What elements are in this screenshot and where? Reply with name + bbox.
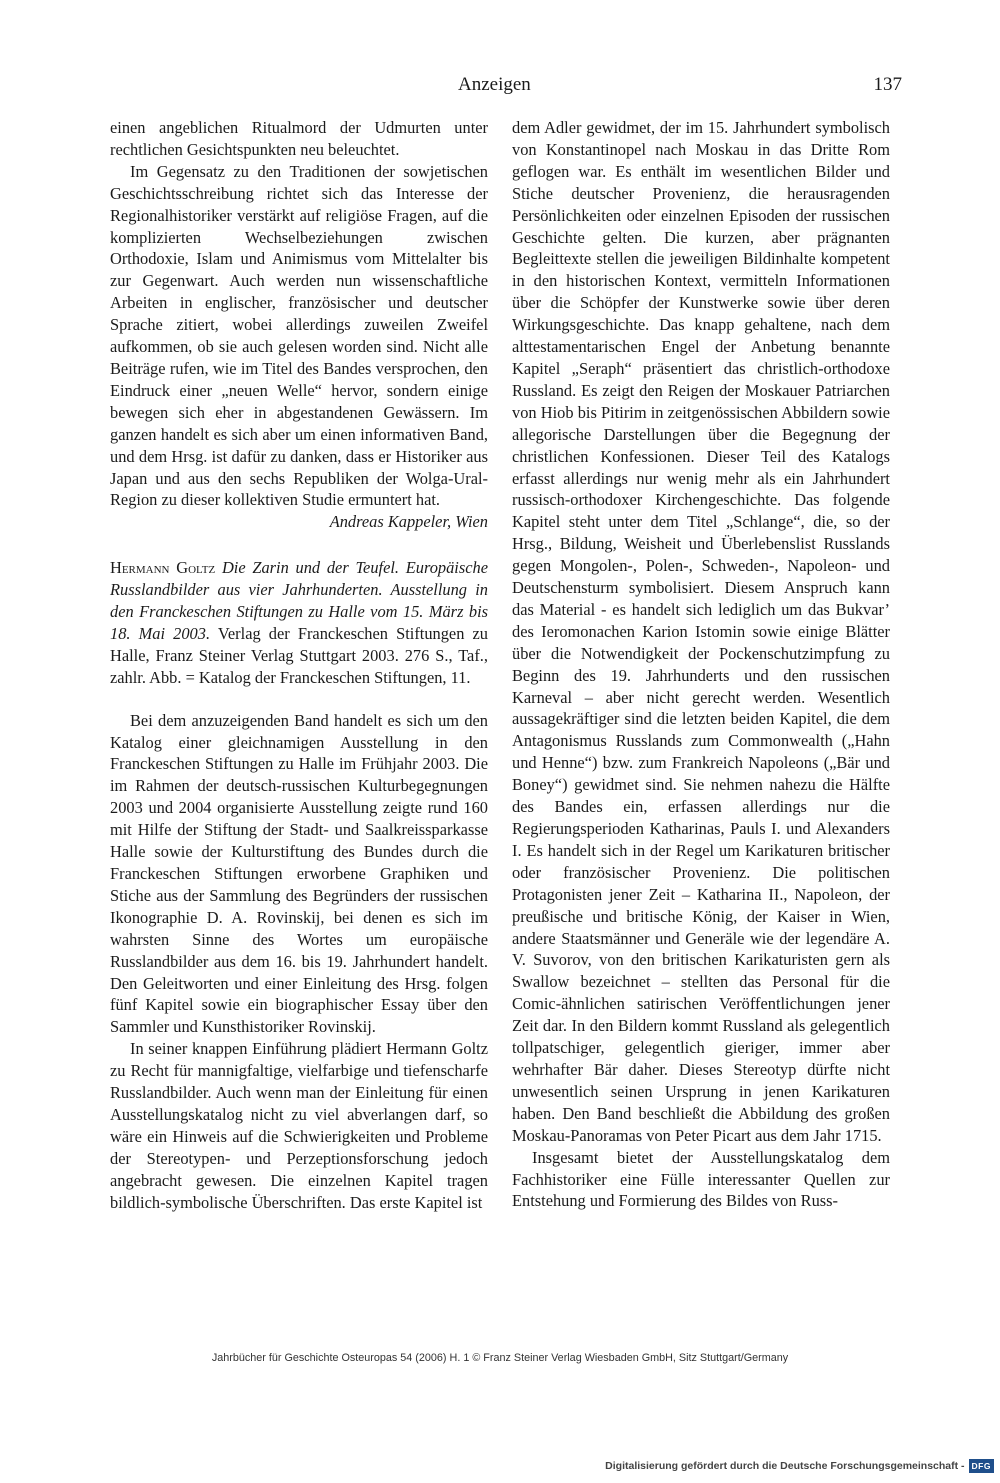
paragraph: einen angeblichen Ritualmord der Udmurten unter rechtlichen Gesichtspunkten neu beleuchtet. <box>110 118 488 159</box>
paragraph: Im Gegensatz zu den Traditionen der sowjetischen Geschichtsschreibung richtet sich das Interesse der Regionalhistoriker verstärkt auf religiöse Fragen, auf die komplizierten Wechselbeziehungen zwischen Orthodoxie, Islam und Animismus vom Mittelalter bis zur Gegenwart. Auch werden nun wissenschaftliche Arbeiten in englischer, französischer und deutscher Sprache zitiert, wobei allerdings zuweilen Zweifel aufkommen, ob sie auch gelesen worden sind. Nicht alle Beiträge rufen, wie im Titel des Bandes versprochen, den Eindruck einer „neuen Welle“ hervor, sondern einige bewegen sich eher in abgestandenen Gewässern. Im ganzen handelt es sich aber um einen informativen Band, und dem Hrsg. ist dafür zu danken, dass er Historiker aus Japan und aus den sechs Republiken der Wolga-Ural-Region zu dieser kollektiven Studie ermuntert hat. <box>110 161 488 510</box>
digitization-notice-text: Digitalisierung gefördert durch die Deutsche Forschungsgemeinschaft - <box>605 1460 965 1472</box>
page-header <box>0 74 1000 102</box>
review-author: Hermann Goltz <box>110 558 216 578</box>
paragraph: dem Adler gewidmet, der im 15. Jahrhundert symbolisch von Konstantinopel nach Moskau in das Dritte Rom geflogen war. Es enthält im wesentlichen Bilder und Stiche deutscher Provenienz, die herausragenden Persönlichkeiten oder einzelnen Episoden der russischen Geschichte gelten. Die kurzen, aber prägnanten Begleittexte stellen die jeweiligen Bildinhalte kompetent in den historischen Kontext, vermitteln Informationen über die Schöpfer der Kunstwerke sowie über deren Wirkungsgeschichte. Das knapp gehaltene, nach dem alttestamentarischen Engel der Anbetung benannte Kapitel „Seraph“ präsentiert das christlich-orthodoxe Russland. Es zeigt den Reigen der Moskauer Patriarchen von Hiob bis Pitirim in zeitgenössischen Abbildern sowie allegorische Darstellungen über die Begegnung der christlichen Konfessionen. Dieser Teil des Katalogs erfasst allerdings nur wenig mehr als ein Jahrhundert russisch-orthodoxer Kirchengeschichte. Das folgende Kapitel steht unter dem Titel „Schlange“, die, so der Hrsg., Bildung, Weisheit und Überlebenslist Russlands gegen Mongolen-, Polen-, Schweden-, Napoleon- und Deutschensturm symbolisiert. Diesem Anspruch kann das Material - es handelt sich lediglich um das Bukvar’ des Ieromonachen Karion Istomin sowie einige Blätter über die Notwendigkeit der Pockenschutzimpfung zu Beginn des 19. Jahrhunderts und den russischen Karneval – aber nicht gerecht werden. Wesentlich aussagekräftiger sind die letzten beiden Kapitel, die dem Antagonismus Russlands zum Commonwealth („Hahn und Henne“) bzw. zum Frankreich Napoleons („Bär und Boney“) gewidmet sind. Sie nehmen nahezu die Hälfte des Bandes ein, erfassen allerdings nur die Regierungsperioden Katharinas, Pauls I. und Alexanders I. Es handelt sich in der Regel um Karikaturen britischer oder französischer Provenienz. Die politischen Protagonisten jener Zeit – Katharina II., Napoleon, der preußische und britische König, der Kaiser in Wien, andere Staatsmänner und Generäle wie der legendäre A. V. Suvorov, von den britischen Karikaturisten gern als Swallow bezeichnet – stellten das Personal für die Comic-ähnlichen satirischen Veröffentlichungen jener Zeit dar. In den Bildern kommt Russland als gelegentlich tollpatschiger, gelegentlich gieriger, immer aber wehrhafter Bär daher. Dieses Stereotyp dürfte nicht unwesentlich seinen Ursprung in jenen Karikaturen haben. Den Band beschließt die Abbildung des großen Moskau-Panoramas von Peter Picart aus dem Jahr 1715. <box>512 118 890 1145</box>
paragraph: Insgesamt bietet der Ausstellungskatalog dem Fachhistoriker eine Fülle interessanter Quellen zur Entstehung und Formierung des Bildes von Russ- <box>512 1147 890 1211</box>
left-column <box>110 117 488 1214</box>
paragraph: Bei dem anzuzeigenden Band handelt es sich um den Katalog einer gleichnamigen Ausstellung in den Franckeschen Stiftungen zu Halle im Frühjahr 2003. Die im Rahmen der deutsch-russischen Kulturbegegnungen 2003 und 2004 organisierte Ausstellung zeigte rund 160 mit Hilfe der Stiftung der Stadt- und Saalkreissparkasse Halle sowie der Kulturstiftung des Bundes durch die Franckeschen Stiftungen erworbene Graphiken und Stiche aus der Sammlung des Begründers der russischen Ikonographie D. A. Rovinskij, bei denen es sich im wahrsten Sinne des Wortes um europäische Russlandbilder aus dem 16. bis 19. Jahrhundert handelt. Den Geleitworten und einer Einleitung des Hrsg. folgen fünf Kapitel sowie ein biographischer Essay über den Sammler und Kunsthistoriker Rovinskij. <box>110 710 488 1037</box>
right-column <box>512 117 890 1212</box>
review-publication-details: Verlag der Franckeschen Stiftungen zu Halle, Franz Steiner Verlag Stuttgart 2003. 276 S., Taf., zahlr. Abb. = Katalog der Franckeschen Stiftungen, 11. <box>110 623 488 687</box>
review-book-title: Die Zarin und der Teufel. Europäische Russlandbilder aus vier Jahrhunderten. Ausstellung in den Franckeschen Stiftungen zu Halle vom 15. März bis 18. Mai 2003. <box>110 558 488 643</box>
footer-citation: Jahrbücher für Geschichte Osteuropas 54 (2006) H. 1 © Franz Steiner Verlag Wiesbaden GmbH, Sitz Stuttgart/Germany <box>211 1352 789 1364</box>
review-bibliographic-heading <box>110 557 488 688</box>
running-title: Anzeigen <box>458 74 531 95</box>
paragraph: In seiner knappen Einführung plädiert Hermann Goltz zu Recht für mannigfaltige, vielfarbige und tiefenscharfe Russlandbilder. Auch wenn man der Einleitung für einen Ausstellungskatalog nicht zu viel abverlangen darf, so wäre ein Hinweis auf die Schwierigkeiten und Probleme der Stereotypen- und Perzeptionsforschung jedoch angebracht gewesen. Die einzelnen Kapitel tragen bildlich-symbolische Überschriften. Das erste Kapitel ist <box>110 1039 488 1212</box>
digitization-notice <box>605 1458 994 1474</box>
dfg-logo: DFG <box>969 1459 994 1473</box>
review-signature: Andreas Kappeler, Wien <box>329 512 488 532</box>
page-number: 137 <box>873 74 902 95</box>
